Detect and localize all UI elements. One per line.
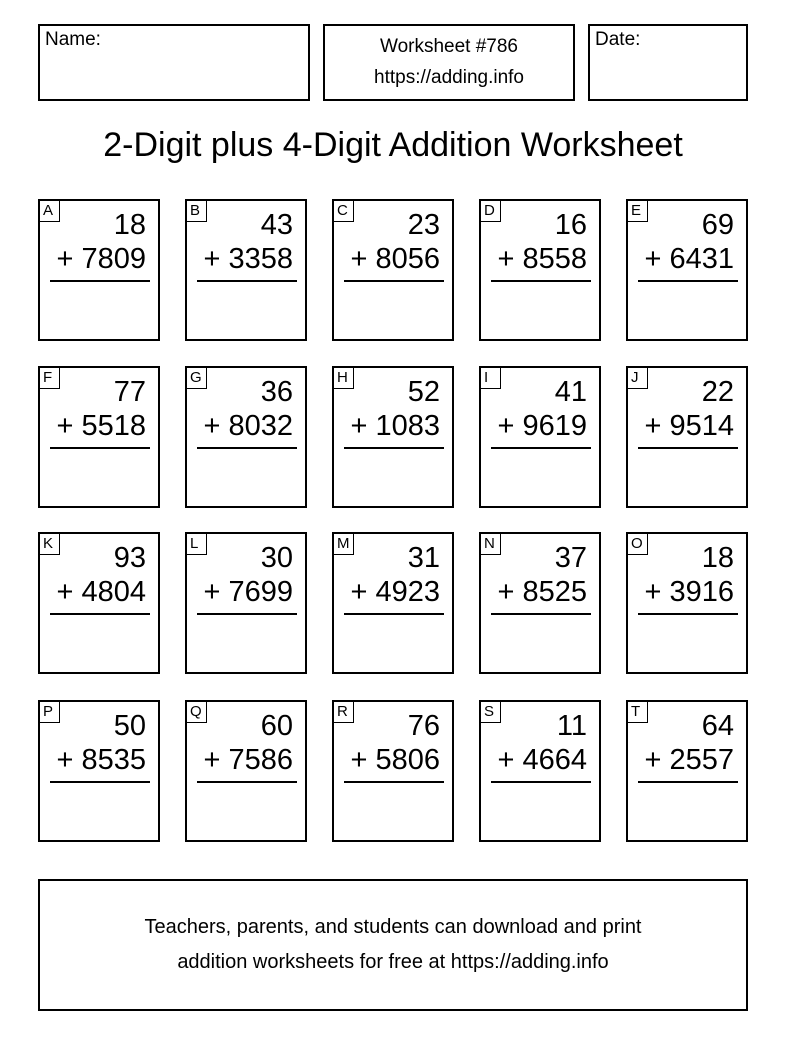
answer-line bbox=[50, 613, 150, 615]
second-addend: + 5518 bbox=[56, 410, 146, 442]
first-addend: 11 bbox=[556, 710, 587, 742]
problem-box[interactable] bbox=[626, 532, 748, 674]
date-label: Date: bbox=[595, 29, 641, 50]
second-addend: + 5806 bbox=[350, 744, 440, 776]
first-addend: 77 bbox=[113, 376, 146, 408]
problem-label: A bbox=[40, 201, 60, 222]
second-addend: + 9619 bbox=[497, 410, 587, 442]
first-addend: 41 bbox=[554, 376, 587, 408]
problem-label: M bbox=[334, 534, 354, 555]
first-addend: 18 bbox=[113, 209, 146, 241]
first-addend: 18 bbox=[701, 542, 734, 574]
problem-label: Q bbox=[187, 702, 207, 723]
second-addend: + 3916 bbox=[644, 576, 734, 608]
answer-line bbox=[491, 447, 591, 449]
problem-label: J bbox=[628, 368, 648, 389]
problem-box[interactable] bbox=[479, 532, 601, 674]
problem-box[interactable] bbox=[332, 700, 454, 842]
worksheet-url: https://adding.info bbox=[374, 67, 524, 88]
answer-line bbox=[638, 781, 738, 783]
first-addend: 76 bbox=[407, 710, 440, 742]
answer-line bbox=[344, 280, 444, 282]
problem-label: G bbox=[187, 368, 207, 389]
answer-line bbox=[638, 280, 738, 282]
problem-label: L bbox=[187, 534, 207, 555]
problem-box[interactable] bbox=[38, 700, 160, 842]
first-addend: 22 bbox=[701, 376, 734, 408]
problem-label: S bbox=[481, 702, 501, 723]
page-title: 2-Digit plus 4-Digit Addition Worksheet bbox=[103, 126, 683, 164]
first-addend: 30 bbox=[260, 542, 293, 574]
problem-label: I bbox=[481, 368, 501, 389]
problem-box[interactable] bbox=[626, 199, 748, 341]
second-addend: + 1083 bbox=[350, 410, 440, 442]
problem-box[interactable] bbox=[38, 532, 160, 674]
problem-box[interactable] bbox=[185, 532, 307, 674]
problem-label: K bbox=[40, 534, 60, 555]
answer-line bbox=[50, 447, 150, 449]
problem-box[interactable] bbox=[185, 199, 307, 341]
problem-label: T bbox=[628, 702, 648, 723]
problem-box[interactable] bbox=[332, 366, 454, 508]
name-field[interactable] bbox=[38, 24, 310, 101]
second-addend: + 4804 bbox=[56, 576, 146, 608]
answer-line bbox=[344, 781, 444, 783]
problem-box[interactable] bbox=[38, 366, 160, 508]
problem-label: F bbox=[40, 368, 60, 389]
problem-label: H bbox=[334, 368, 354, 389]
answer-line bbox=[344, 613, 444, 615]
second-addend: + 7809 bbox=[56, 243, 146, 275]
first-addend: 23 bbox=[407, 209, 440, 241]
second-addend: + 8056 bbox=[350, 243, 440, 275]
first-addend: 64 bbox=[701, 710, 734, 742]
first-addend: 37 bbox=[554, 542, 587, 574]
problem-label: E bbox=[628, 201, 648, 222]
problem-label: P bbox=[40, 702, 60, 723]
second-addend: + 8558 bbox=[497, 243, 587, 275]
second-addend: + 3358 bbox=[203, 243, 293, 275]
second-addend: + 2557 bbox=[644, 744, 734, 776]
first-addend: 69 bbox=[701, 209, 734, 241]
worksheet-number: Worksheet #786 bbox=[379, 36, 518, 57]
footer-box bbox=[38, 879, 748, 1011]
problem-label: R bbox=[334, 702, 354, 723]
problem-box[interactable] bbox=[626, 700, 748, 842]
first-addend: 16 bbox=[554, 209, 587, 241]
first-addend: 43 bbox=[260, 209, 293, 241]
problem-box[interactable] bbox=[185, 700, 307, 842]
second-addend: + 9514 bbox=[644, 410, 734, 442]
problem-box[interactable] bbox=[479, 199, 601, 341]
answer-line bbox=[344, 447, 444, 449]
problem-label: D bbox=[481, 201, 501, 222]
answer-line bbox=[197, 781, 297, 783]
name-label: Name: bbox=[45, 29, 101, 50]
answer-line bbox=[491, 613, 591, 615]
date-field[interactable] bbox=[588, 24, 748, 101]
problem-box[interactable] bbox=[332, 532, 454, 674]
problem-label: B bbox=[187, 201, 207, 222]
second-addend: + 8535 bbox=[56, 744, 146, 776]
problem-box[interactable] bbox=[38, 199, 160, 341]
answer-line bbox=[50, 781, 150, 783]
answer-line bbox=[491, 280, 591, 282]
first-addend: 93 bbox=[113, 542, 146, 574]
second-addend: + 4664 bbox=[497, 744, 587, 776]
first-addend: 36 bbox=[260, 376, 293, 408]
problem-label: O bbox=[628, 534, 648, 555]
problem-box[interactable] bbox=[479, 700, 601, 842]
first-addend: 60 bbox=[260, 710, 293, 742]
worksheet-info-box bbox=[323, 24, 575, 101]
first-addend: 31 bbox=[407, 542, 440, 574]
problem-box[interactable] bbox=[185, 366, 307, 508]
problem-box[interactable] bbox=[479, 366, 601, 508]
answer-line bbox=[50, 280, 150, 282]
problem-box[interactable] bbox=[332, 199, 454, 341]
second-addend: + 8525 bbox=[497, 576, 587, 608]
first-addend: 50 bbox=[113, 710, 146, 742]
footer-line-1: Teachers, parents, and students can download and print bbox=[144, 916, 642, 938]
first-addend: 52 bbox=[407, 376, 440, 408]
answer-line bbox=[491, 781, 591, 783]
problem-box[interactable] bbox=[626, 366, 748, 508]
answer-line bbox=[197, 447, 297, 449]
second-addend: + 6431 bbox=[644, 243, 734, 275]
second-addend: + 7586 bbox=[203, 744, 293, 776]
answer-line bbox=[638, 447, 738, 449]
answer-line bbox=[638, 613, 738, 615]
second-addend: + 4923 bbox=[350, 576, 440, 608]
second-addend: + 8032 bbox=[203, 410, 293, 442]
footer-line-2: addition worksheets for free at https://adding.info bbox=[177, 951, 609, 973]
answer-line bbox=[197, 613, 297, 615]
problem-label: C bbox=[334, 201, 354, 222]
second-addend: + 7699 bbox=[203, 576, 293, 608]
answer-line bbox=[197, 280, 297, 282]
problem-label: N bbox=[481, 534, 501, 555]
